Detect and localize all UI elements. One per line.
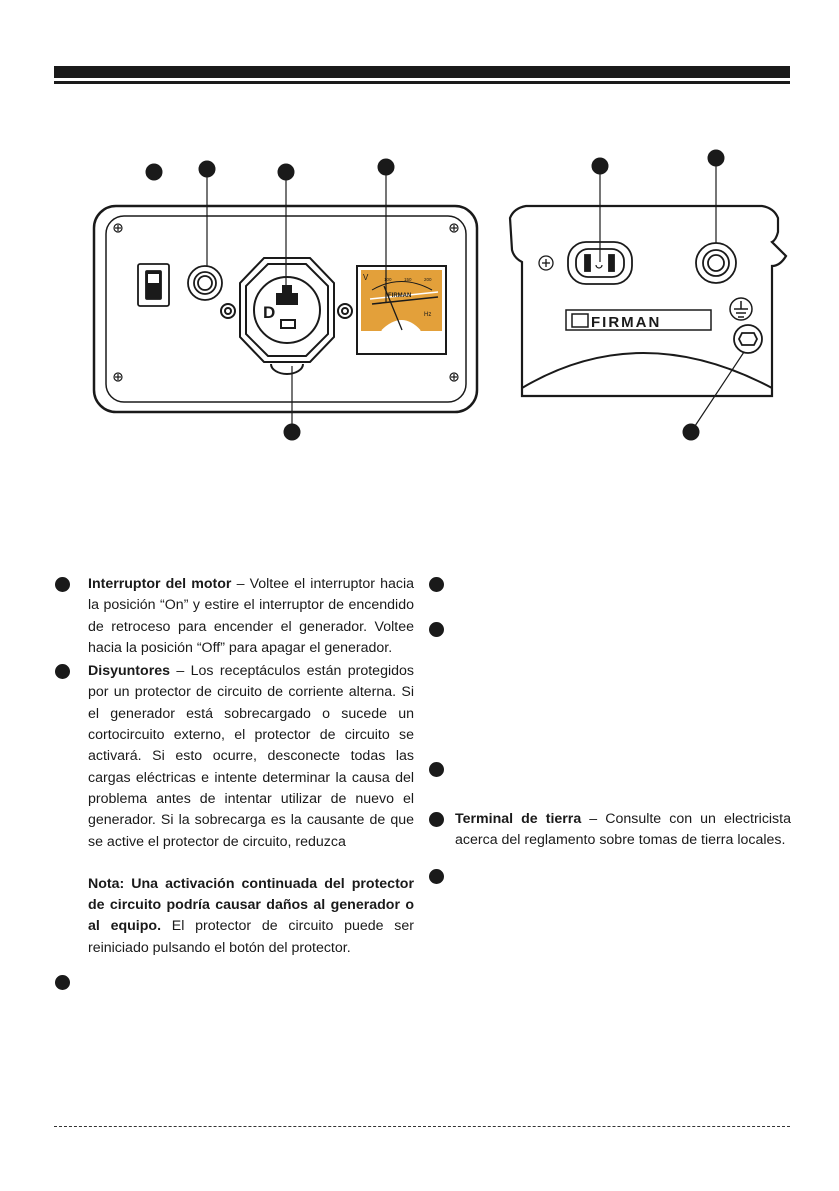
bullet-marker <box>55 577 70 592</box>
engine-switch <box>138 264 169 306</box>
meter-scale-mark: 100 <box>384 277 392 282</box>
meter-hz-label: Hz <box>424 312 432 318</box>
note-bold: Nota: Una activación continuada del protector de circuito podría causar daños al generador o al equipo. <box>88 875 414 935</box>
voltage-meter <box>357 266 446 354</box>
bullet-marker <box>55 975 70 990</box>
item-text: – Consulte con un electricista acerca del reglamento sobre tomas de tierra locales. <box>455 811 791 849</box>
main-control-panel <box>94 159 477 440</box>
item-engine-switch <box>88 574 414 659</box>
meter-scale-mark: 200 <box>424 277 432 282</box>
item-title: Interruptor del motor <box>88 576 232 592</box>
side-panel <box>510 150 786 440</box>
bullet-marker <box>429 622 444 637</box>
note-text: El protector de circuito puede ser reiniciado pulsando el botón del protector. <box>88 918 414 956</box>
bullet-marker <box>429 812 444 827</box>
bullet-marker <box>55 664 70 679</box>
control-panel-diagram <box>0 0 839 460</box>
circuit-breaker <box>188 266 222 300</box>
meter-brand: FIRMAN <box>388 293 412 299</box>
item-empty-r2 <box>455 619 791 640</box>
footer-dashed-rule <box>54 1126 790 1127</box>
description-column-right <box>455 574 791 887</box>
meter-scale-mark: 150 <box>404 277 412 282</box>
outlet-letter: D <box>263 303 276 322</box>
bullet-marker <box>429 762 444 777</box>
bullet-marker <box>429 577 444 592</box>
item-ground-terminal <box>455 809 791 852</box>
item-breakers-note <box>88 874 414 959</box>
item-empty-r3 <box>455 759 791 780</box>
item-title: Terminal de tierra <box>455 811 582 827</box>
meter-unit-label: V <box>363 273 369 282</box>
side-brand-text: FIRMAN <box>591 314 662 331</box>
item-empty-r5 <box>455 866 791 887</box>
description-column-left <box>88 574 414 993</box>
item-text: – Voltee el interruptor hacia la posición “On” y estire el interruptor de encendido de retroceso para encender el generador. Voltee hacia la posición “Off” para apagar el generador. <box>88 576 414 656</box>
item-title: Disyuntores <box>88 663 170 680</box>
item-breakers <box>88 661 414 853</box>
item-text: – Los receptáculos están protegidos por un protector de circuito de corriente alterna. Si el generador está sobrecargado o sucede un cortocircuito externo, el protector de circuito se activará. Si esto ocurre, desconecte todas las cargas eléctricas e intente determinar la causa del problema antes de intentar utilizar de nuevo el generador. Si la sobrecarga es la causante de que se active el protector de circuito, reduzca <box>88 663 414 850</box>
item-empty-r1 <box>455 574 791 595</box>
bullet-marker <box>429 869 444 884</box>
item-empty-3 <box>88 972 414 993</box>
